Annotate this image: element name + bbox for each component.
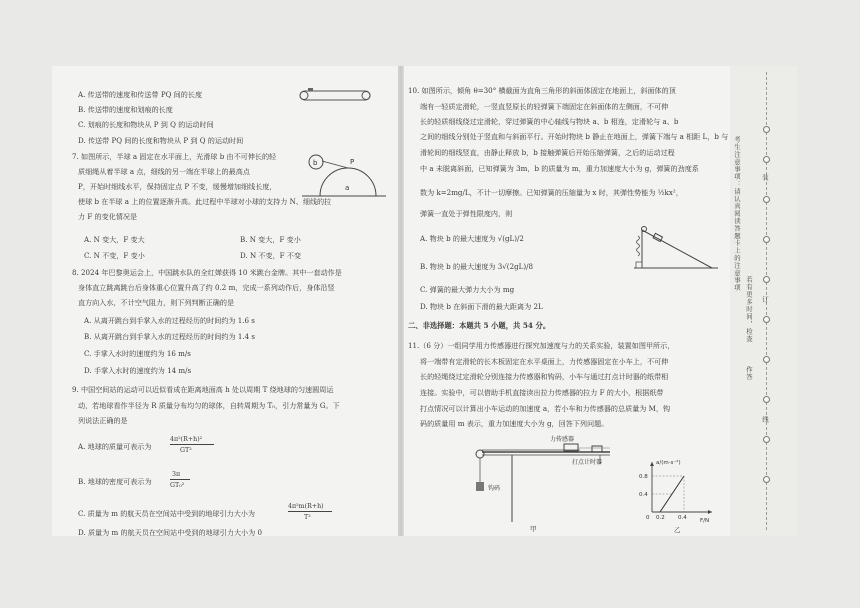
q6-option-c: C. 划痕的长度和物块从 P 到 Q 的运动时间 <box>78 120 214 129</box>
weight-label: 钩码 <box>488 485 501 492</box>
q11-line-5: 打点情况可以计算出小车运动的加速度 a，若小车和力传感器的总质量为 M，钩 <box>420 404 671 413</box>
x-tick-04: 0.4 <box>678 515 687 521</box>
figure-jia-label: 甲 <box>530 525 537 533</box>
q10-line-4: 之间的细线分别处于竖直和与斜面平行。开始时物块 b 静止在地面上，弹簧下端与 a 相距 L，b 与 <box>420 132 729 141</box>
q9-c-denominator: T² <box>304 514 311 521</box>
q8-line-2: 身体直立跳离跳台后身体重心位置升高了约 0.2 m，完成一系列动作后，身体沿竖 <box>78 283 335 292</box>
margin-mark-zhuang: 装 <box>761 174 769 182</box>
q9-line-2: 动，若地球看作半径为 R 质量分布均匀的球体，自转周期为 T₀，引力常量为 G。下 <box>78 401 340 410</box>
hemisphere-figure <box>298 150 390 202</box>
figure-yi-label: 乙 <box>674 526 681 534</box>
q10-option-d: D. 物块 b 在斜面下滑的最大距离为 2L <box>420 302 543 311</box>
q11-line-4: 连接。实验中，可以借助手机直接读出拉力传感器的拉力 F 的大小，根据纸带 <box>420 388 664 397</box>
q7-line-2: 质细绳从着半球 a 点，细线的另一端在半球上的最高点 <box>78 167 250 176</box>
margin-note-3: 作答 <box>745 366 753 381</box>
origin-label: 0 <box>646 515 650 521</box>
ball-b-label: b <box>313 159 318 167</box>
q9-a-denominator: GT² <box>180 447 192 454</box>
q7-line-4: 使球 b 在半球 a 上的位置逐渐升高。此过程中半球对小球的支持力 N、细线的拉 <box>78 197 332 206</box>
point-p-label: P <box>350 158 355 166</box>
q7-line-5: 力 F 的变化情况是 <box>78 212 138 221</box>
q11-line-6: 码的质量用 m 表示，重力加速度大小为 g，回答下列问题。 <box>420 419 609 428</box>
q6-option-a: A. 传送带的速度和传送带 PQ 间的长度 <box>78 90 203 99</box>
q9-a-fraction-bar <box>170 444 214 445</box>
margin-note-1: 考生注意事项：请认真阅读答题卡上的注意事项 <box>733 136 741 292</box>
q11-line-1: 11.（6 分）一组同学用力传感器进行探究加速度与力的关系实验，装置如图甲所示， <box>408 341 675 350</box>
q7-option-b: B. N 变大，F 变小 <box>240 235 301 244</box>
q11-line-2: 将一端带有定滑轮的长木板固定在水平桌面上，力传感器固定在小车上，不可伸 <box>420 357 669 366</box>
q7-line-1: 7. 如图所示，半球 a 固定在水平面上，光滑球 b 由不可伸长的轻 <box>72 152 277 161</box>
q7-option-a: A. N 变大，F 变大 <box>84 235 145 244</box>
q10-option-c: C. 弹簧的最大弹力大小为 mg <box>420 285 515 294</box>
binding-hole <box>763 126 770 133</box>
q9-option-c: C. 质量为 m 的航天员在空间站中受到的地球引力大小为 <box>78 509 255 518</box>
q9-c-numerator: 4π²m(R+h) <box>288 503 324 510</box>
y-tick-04: 0.4 <box>639 492 648 498</box>
force-sensor-label: 力传感器 <box>550 436 575 443</box>
binding-hole <box>763 196 770 203</box>
q10-line-8: 弹簧一直处于弹性限度内，则 <box>420 209 513 218</box>
q9-b-numerator: 3π <box>172 471 181 478</box>
q6-option-d: D. 传送带 PQ 间的长度和物块从 P 到 Q 的运动时间 <box>78 136 244 145</box>
graph-figure-yi <box>636 456 718 536</box>
q9-line-1: 9. 中国空间站的运动可以近似看成在距离地面高 h 处以周期 T 绕地球的匀速圆周运 <box>72 385 334 394</box>
q9-c-fraction-bar <box>288 511 332 512</box>
binding-hole <box>763 476 770 483</box>
hemisphere-a-label: a <box>345 184 350 192</box>
y-axis-label: a/(m·s⁻²) <box>656 460 681 466</box>
q10-line-7: 数为 k=2mg/L，不计一切摩擦。已知弹簧的压缩量为 x 时，其弹性势能为 ½kx²， <box>420 188 683 197</box>
q9-option-a: A. 地球的质量可表示为 <box>78 442 152 451</box>
q9-line-3: 列说法正确的是 <box>78 416 128 425</box>
margin-mark-ding: 订 <box>761 296 769 304</box>
q9-option-d: D. 质量为 m 的航天员在空间站中受到的地球引力大小为 0 <box>78 528 263 537</box>
binding-hole <box>763 436 770 443</box>
q11-line-3: 长的轻绳绕过定滑轮分别连接力传感器和钩码，小车与通过打点计时器的纸带相 <box>420 372 669 381</box>
q10-line-6: 中 a 未脱离斜面，已知弹簧为 3m，b 的质量为 m，重力加速度大小为 g，弹簧的劲度系 <box>420 164 699 173</box>
binding-hole <box>763 356 770 363</box>
q10-line-3: 长的轻质细线绕过定滑轮，穿过弹簧的中心轴线与物块 a、b 相连，定滑轮与 a、b <box>420 117 679 126</box>
q10-option-b: B. 物块 b 的最大速度为 3√(2gL)/8 <box>420 262 534 271</box>
x-tick-02: 0.2 <box>656 515 665 521</box>
section-2-header: 二、非选择题：本题共 5 小题，共 54 分。 <box>408 321 551 330</box>
q9-b-denominator: GT₀² <box>170 482 185 489</box>
binding-hole <box>763 316 770 323</box>
margin-note-2: 若有更多时间，检查 <box>745 276 753 343</box>
q8-line-3: 直方向入水，不计空气阻力，则下列判断正确的是 <box>78 298 235 307</box>
margin-mark-xian: 线 <box>761 416 769 424</box>
binding-hole <box>763 236 770 243</box>
binding-margin <box>730 66 797 536</box>
left-page <box>52 66 400 536</box>
q7-option-c: C. N 不变，F 变小 <box>84 251 145 260</box>
q8-option-c: C. 手掌入水时的速度约为 16 m/s <box>84 349 191 358</box>
q9-a-numerator: 4π²(R+h)² <box>170 436 203 443</box>
q7-line-3: P，开始时细线水平，保持固定点 P 不变，缓慢增加细线长度， <box>78 182 277 191</box>
timer-label: 打点计时器 <box>572 459 603 466</box>
right-page <box>404 66 729 536</box>
q10-option-a: A. 物块 b 的最大速度为 √(gL)/2 <box>420 234 524 243</box>
q9-option-b: B. 地球的密度可表示为 <box>78 477 152 486</box>
q9-b-fraction-bar <box>170 479 190 480</box>
q8-line-1: 8. 2024 年巴黎奥运会上，中国跳水队的全红婵获得 10 米跳台金牌。其中一套动作是 <box>72 268 342 277</box>
exam-sheet <box>52 66 797 536</box>
q6-option-b: B. 传送带的速度和划痕的长度 <box>78 105 173 114</box>
q8-option-d: D. 手掌入水时的速度约为 14 m/s <box>84 366 192 375</box>
q10-line-5: 滑轮间的细线竖直，由静止释放 b，b 接触弹簧后开始压缩弹簧，之后的运动过程 <box>420 148 675 157</box>
y-tick-08: 0.8 <box>639 474 648 480</box>
binding-hole <box>763 156 770 163</box>
q10-line-1: 10. 如图所示，倾角 θ=30° 横截面为直角三角形的斜面体固定在地面上，斜面体的顶 <box>408 86 676 95</box>
x-axis-label: F/N <box>700 518 710 524</box>
binding-hole <box>763 276 770 283</box>
q10-line-2: 端有一轻质定滑轮，一竖直竖原长的轻弹簧下端固定在斜面体的左侧面，不可伸 <box>420 102 669 111</box>
q8-option-a: A. 从离开跳台到手掌入水的过程经历的时间约为 1.6 s <box>84 316 255 325</box>
conveyor-figure <box>294 86 376 106</box>
apparatus-figure-jia <box>460 434 620 534</box>
q8-option-b: B. 从离开跳台到手掌入水的过程经历的时间约为 1.4 s <box>84 332 256 341</box>
q7-option-d: D. N 不变，F 不变 <box>240 251 302 260</box>
binding-hole <box>763 396 770 403</box>
incline-figure <box>632 222 720 272</box>
